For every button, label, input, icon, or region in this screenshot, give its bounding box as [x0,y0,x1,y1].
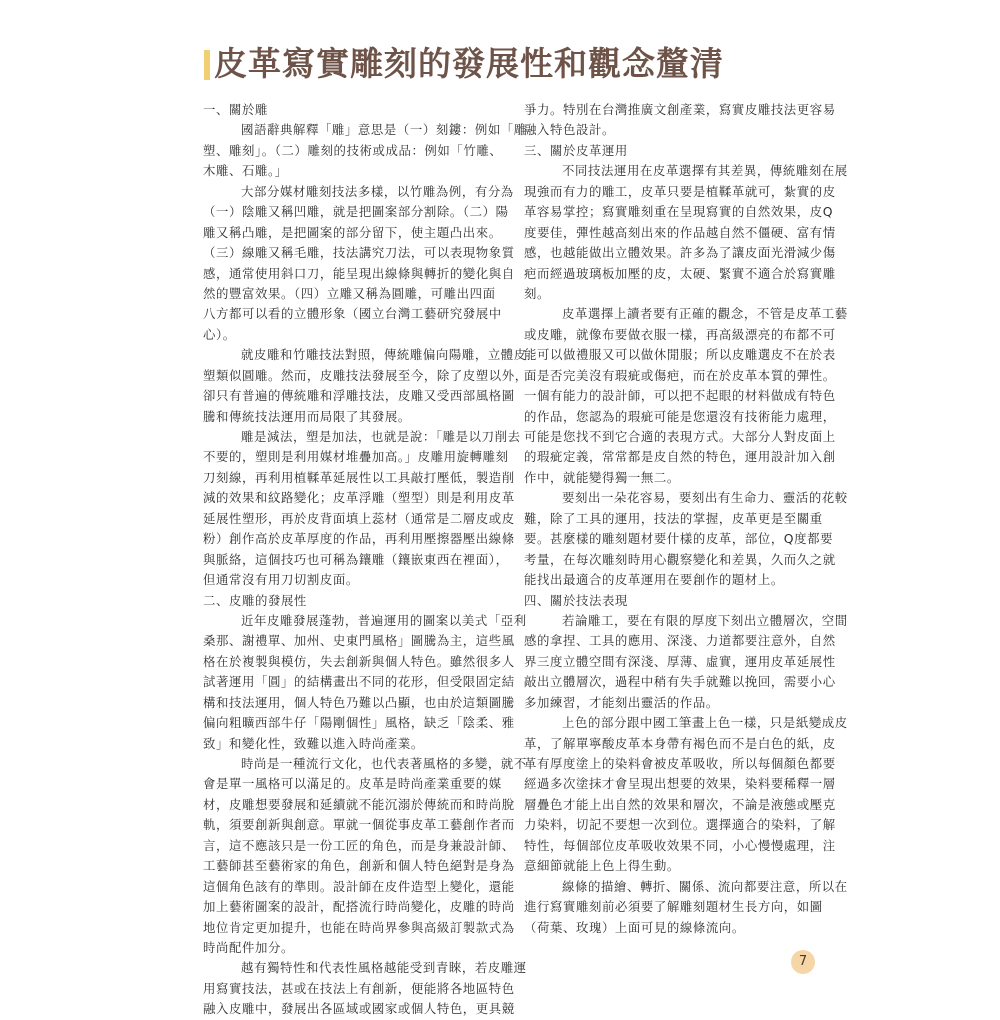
text-line: 刀刻線，再利用植鞣革延展性以工具敲打壓低，製造削 [203,469,515,485]
text-line: 騰和傳統技法運用而局限了其發展。 [203,408,411,424]
text-line: 感，通常使用斜口刀，能呈現出線條與轉折的變化與自 [203,265,515,281]
right-column [524,100,848,938]
text-line: 皮革選擇上讀者要有正確的觀念，不管是皮革工藝 [562,306,848,322]
text-line: 塑類似圓雕。然而，皮雕技法發展至今，除了皮塑以外， [203,367,528,383]
text-line: 心）。 [203,326,236,342]
text-line: 意細節就能上色上得生動。 [524,858,680,874]
text-line: 這個角色該有的準則。設計師在皮件造型上變化，還能 [203,878,515,894]
text-line: 層疊色才能上出自然的效果和層次，不論是液態或壓克 [524,796,836,812]
text-line: 現強而有力的雕工，皮革只要是植鞣革就可，紮實的皮 [524,183,836,199]
text-line: 刻。 [524,285,550,301]
text-line: 度要佳，彈性越高刻出來的作品越自然不僵硬、富有情 [524,224,836,240]
text-line: 界三度立體空間有深淺、厚薄、虛實，運用皮革延展性 [524,653,836,669]
text-line: 革容易掌控；寫實雕刻重在呈現寫實的自然效果，皮Q [524,204,834,220]
text-line: 的作品，您認為的瑕疵可能是您還沒有技術能力處理， [524,408,836,424]
text-line: 不要的，塑則是利用媒材堆疊加高。」皮雕用旋轉雕刻 [203,449,509,465]
text-line: 延展性塑形，再於皮背面填上蕊材（通常是二層皮或皮 [203,510,515,526]
text-line: 考量，在每次雕刻時用心觀察變化和差異，久而久之就 [524,551,836,567]
text-line: 融入皮雕中，發展出各區域或國家或個人特色，更具競 [203,1001,515,1017]
text-line: 近年皮雕發展蓬勃，普遍運用的圖案以美式「亞利 [241,612,527,628]
page-title: 皮革寫實雕刻的發展性和觀念釐清 [214,44,724,83]
text-line: 格在於複製與模仿，失去創新與個人特色。雖然很多人 [203,653,515,669]
text-line: 用寫實技法，甚或在技法上有創新，便能將各地區特色 [203,980,515,996]
text-line: 若論雕工，要在有限的厚度下刻出立體層次，空間 [562,612,848,628]
text-line: 就皮雕和竹雕技法對照，傳統雕偏向陽雕，立體皮 [241,347,527,363]
text-line: 能可以做禮服又可以做休閒服；所以皮雕選皮不在於表 [524,347,836,363]
section-heading: 三、關於皮革運用 [524,142,628,158]
text-line: 作中，就能變得獨一無二。 [524,469,680,485]
text-line: 言，這不應該只是一份工匠的角色，而是身兼設計師、 [203,837,515,853]
text-line: 或皮雕，就像布要做衣服一樣，再高級漂亮的布都不可 [524,326,836,342]
text-line: 爭力。特別在台灣推廣文創產業，寫實皮雕技法更容易 [524,102,836,117]
text-line: 多加練習，才能刻出靈活的作品。 [524,694,719,710]
text-line: （一）陰雕又稱凹雕，就是把圖案部分割除。（二）陽 [203,204,509,220]
text-line: 越有獨特性和代表性風格越能受到青睞，若皮雕運 [241,960,527,976]
text-line: 雕又稱凸雕，是把圖案的部分留下，使主題凸出來。 [203,224,502,240]
text-line: 與脈絡，這個技巧也可稱為鑲雕（鑲嵌東西在裡面）， [203,551,509,567]
text-line: 時尚配件加分。 [203,939,294,955]
text-line: 革，了解單寧酸皮革本身帶有褐色而不是白色的紙，皮 [524,735,836,751]
text-line: 感的拿捏、工具的應用、深淺、力道都要注意外，自然 [524,633,836,649]
section-heading: 四、關於技法表現 [524,592,628,608]
text-line: 難，除了工具的運用，技法的掌握，皮革更是至關重 [524,510,823,526]
text-line: （荷葉、玫瑰）上面可見的線條流向。 [524,919,745,935]
text-line: 偏向粗曠西部牛仔「陽剛個性」風格，缺乏「陰柔、雅 [203,715,515,731]
text-line: 軌，須要創新與創意。單就一個從事皮革工藝創作者而 [203,817,515,833]
text-line: 國語辭典解釋「雕」意思是（一）刻鏤：例如「雕 [241,122,527,138]
text-line: 不同技法運用在皮革選擇有其差異，傳統雕刻在展 [562,163,848,179]
text-line: 八方都可以看的立體形象（國立台灣工藝研究發展中 [203,306,502,322]
text-line: 加上藝術圖案的設計，配搭流行時尚變化，皮雕的時尚 [203,899,515,915]
text-line: 雕是減法，塑是加法，也就是說：「雕是以刀削去 [241,429,521,444]
text-line: 融入特色設計。 [524,122,615,138]
text-line: 線條的描繪、轉折、關係、流向都要注意，所以在 [562,878,848,894]
text-line: 大部分媒材雕刻技法多樣，以竹雕為例，有分為 [241,183,514,199]
text-line: 經過多次塗抹才會呈現出想要的效果，染料要稀釋一層 [524,776,836,792]
section-heading: 一、關於雕 [203,102,268,117]
text-line: 進行寫實雕刻前必須要了解雕刻題材生長方向，如圖 [524,899,823,915]
title-accent-bar [204,50,210,80]
text-line: 一個有能力的設計師，可以把不起眼的材料做成有特色 [524,388,836,404]
text-line: 塑、雕刻」。（二）雕刻的技術或成品：例如「竹雕、 [203,142,503,158]
left-column [203,100,528,1020]
text-line: 試著運用「圓」的結構畫出不同的花形，但受限固定結 [203,674,515,690]
text-line: 木雕、石雕。」 [203,163,288,179]
text-line: 要刻出一朵花容易，要刻出有生命力、靈活的花較 [562,490,848,506]
text-line: 革有厚度塗上的染料會被皮革吸收，所以每個顏色都要 [524,756,836,771]
text-line: 工藝師甚至藝術家的角色，創新和個人特色絕對是身為 [203,858,515,874]
text-line: 上色的部分跟中國工筆畫上色一樣，只是紙變成皮 [562,715,848,731]
text-line: 可能是您找不到它合適的表現方式。大部分人對皮面上 [524,429,836,444]
text-line: 粉）創作高於皮革厚度的作品，再利用壓擦器壓出線條 [203,531,515,547]
text-line: 能找出最適合的皮革運用在要創作的題材上。 [524,572,784,588]
text-line: 桑那、謝禮單、加州、史東門風格」圖騰為主，這些風 [203,633,515,649]
text-line: 地位肯定更加提升，也能在時尚界參與高級訂製款式為 [203,919,515,935]
text-line: 會是單一風格可以滿足的。皮革是時尚產業重要的媒 [203,776,502,792]
text-line: 敲出立體層次，過程中稍有失手就難以挽回，需要小心 [524,674,836,690]
text-line: 構和技法運用，個人特色乃難以凸顯，也由於這類圖騰 [203,694,515,710]
text-line: 卻只有普遍的傳統雕和浮雕技法，皮雕又受西部風格圖 [203,388,515,404]
text-line: 致」和變化性，致難以進入時尚產業。 [203,735,424,751]
text-line: 面是否完美沒有瑕疵或傷疤，而在於皮革本質的彈性。 [524,367,836,383]
text-line: 感，也越能做出立體效果。許多為了讓皮面光滑減少傷 [524,245,836,261]
text-line: 減的效果和紋路變化；皮革浮雕（塑型）則是利用皮革 [203,490,515,506]
text-line: 材，皮雕想要發展和延續就不能沉溺於傳統而和時尚脫 [203,796,515,812]
page-number-badge: 7 [791,950,815,974]
text-line: 但通常沒有用刀切割皮面。 [203,572,359,588]
text-line: 特性，每個部位皮革吸收效果不同，小心慢慢處理，注 [524,837,836,853]
text-line: 時尚是一種流行文化，也代表著風格的多變，就不 [241,756,527,771]
text-line: 的瑕疵定義，常常都是皮自然的特色，運用設計加入創 [524,449,836,465]
text-line: 疤而經過玻璃板加壓的皮，太硬、緊實不適合於寫實雕 [524,265,836,281]
text-line: 力染料，切記不要想一次到位。選擇適合的染料，了解 [524,817,836,833]
text-line: 要。甚麼樣的雕刻題材要什樣的皮革，部位，Q度都要 [524,531,834,547]
section-heading: 二、皮雕的發展性 [203,592,307,608]
text-line: （三）線雕又稱毛雕，技法講究刀法，可以表現物象質 [203,245,515,261]
text-line: 然的豐富效果。（四）立雕又稱為圓雕，可雕出四面 [203,285,496,301]
